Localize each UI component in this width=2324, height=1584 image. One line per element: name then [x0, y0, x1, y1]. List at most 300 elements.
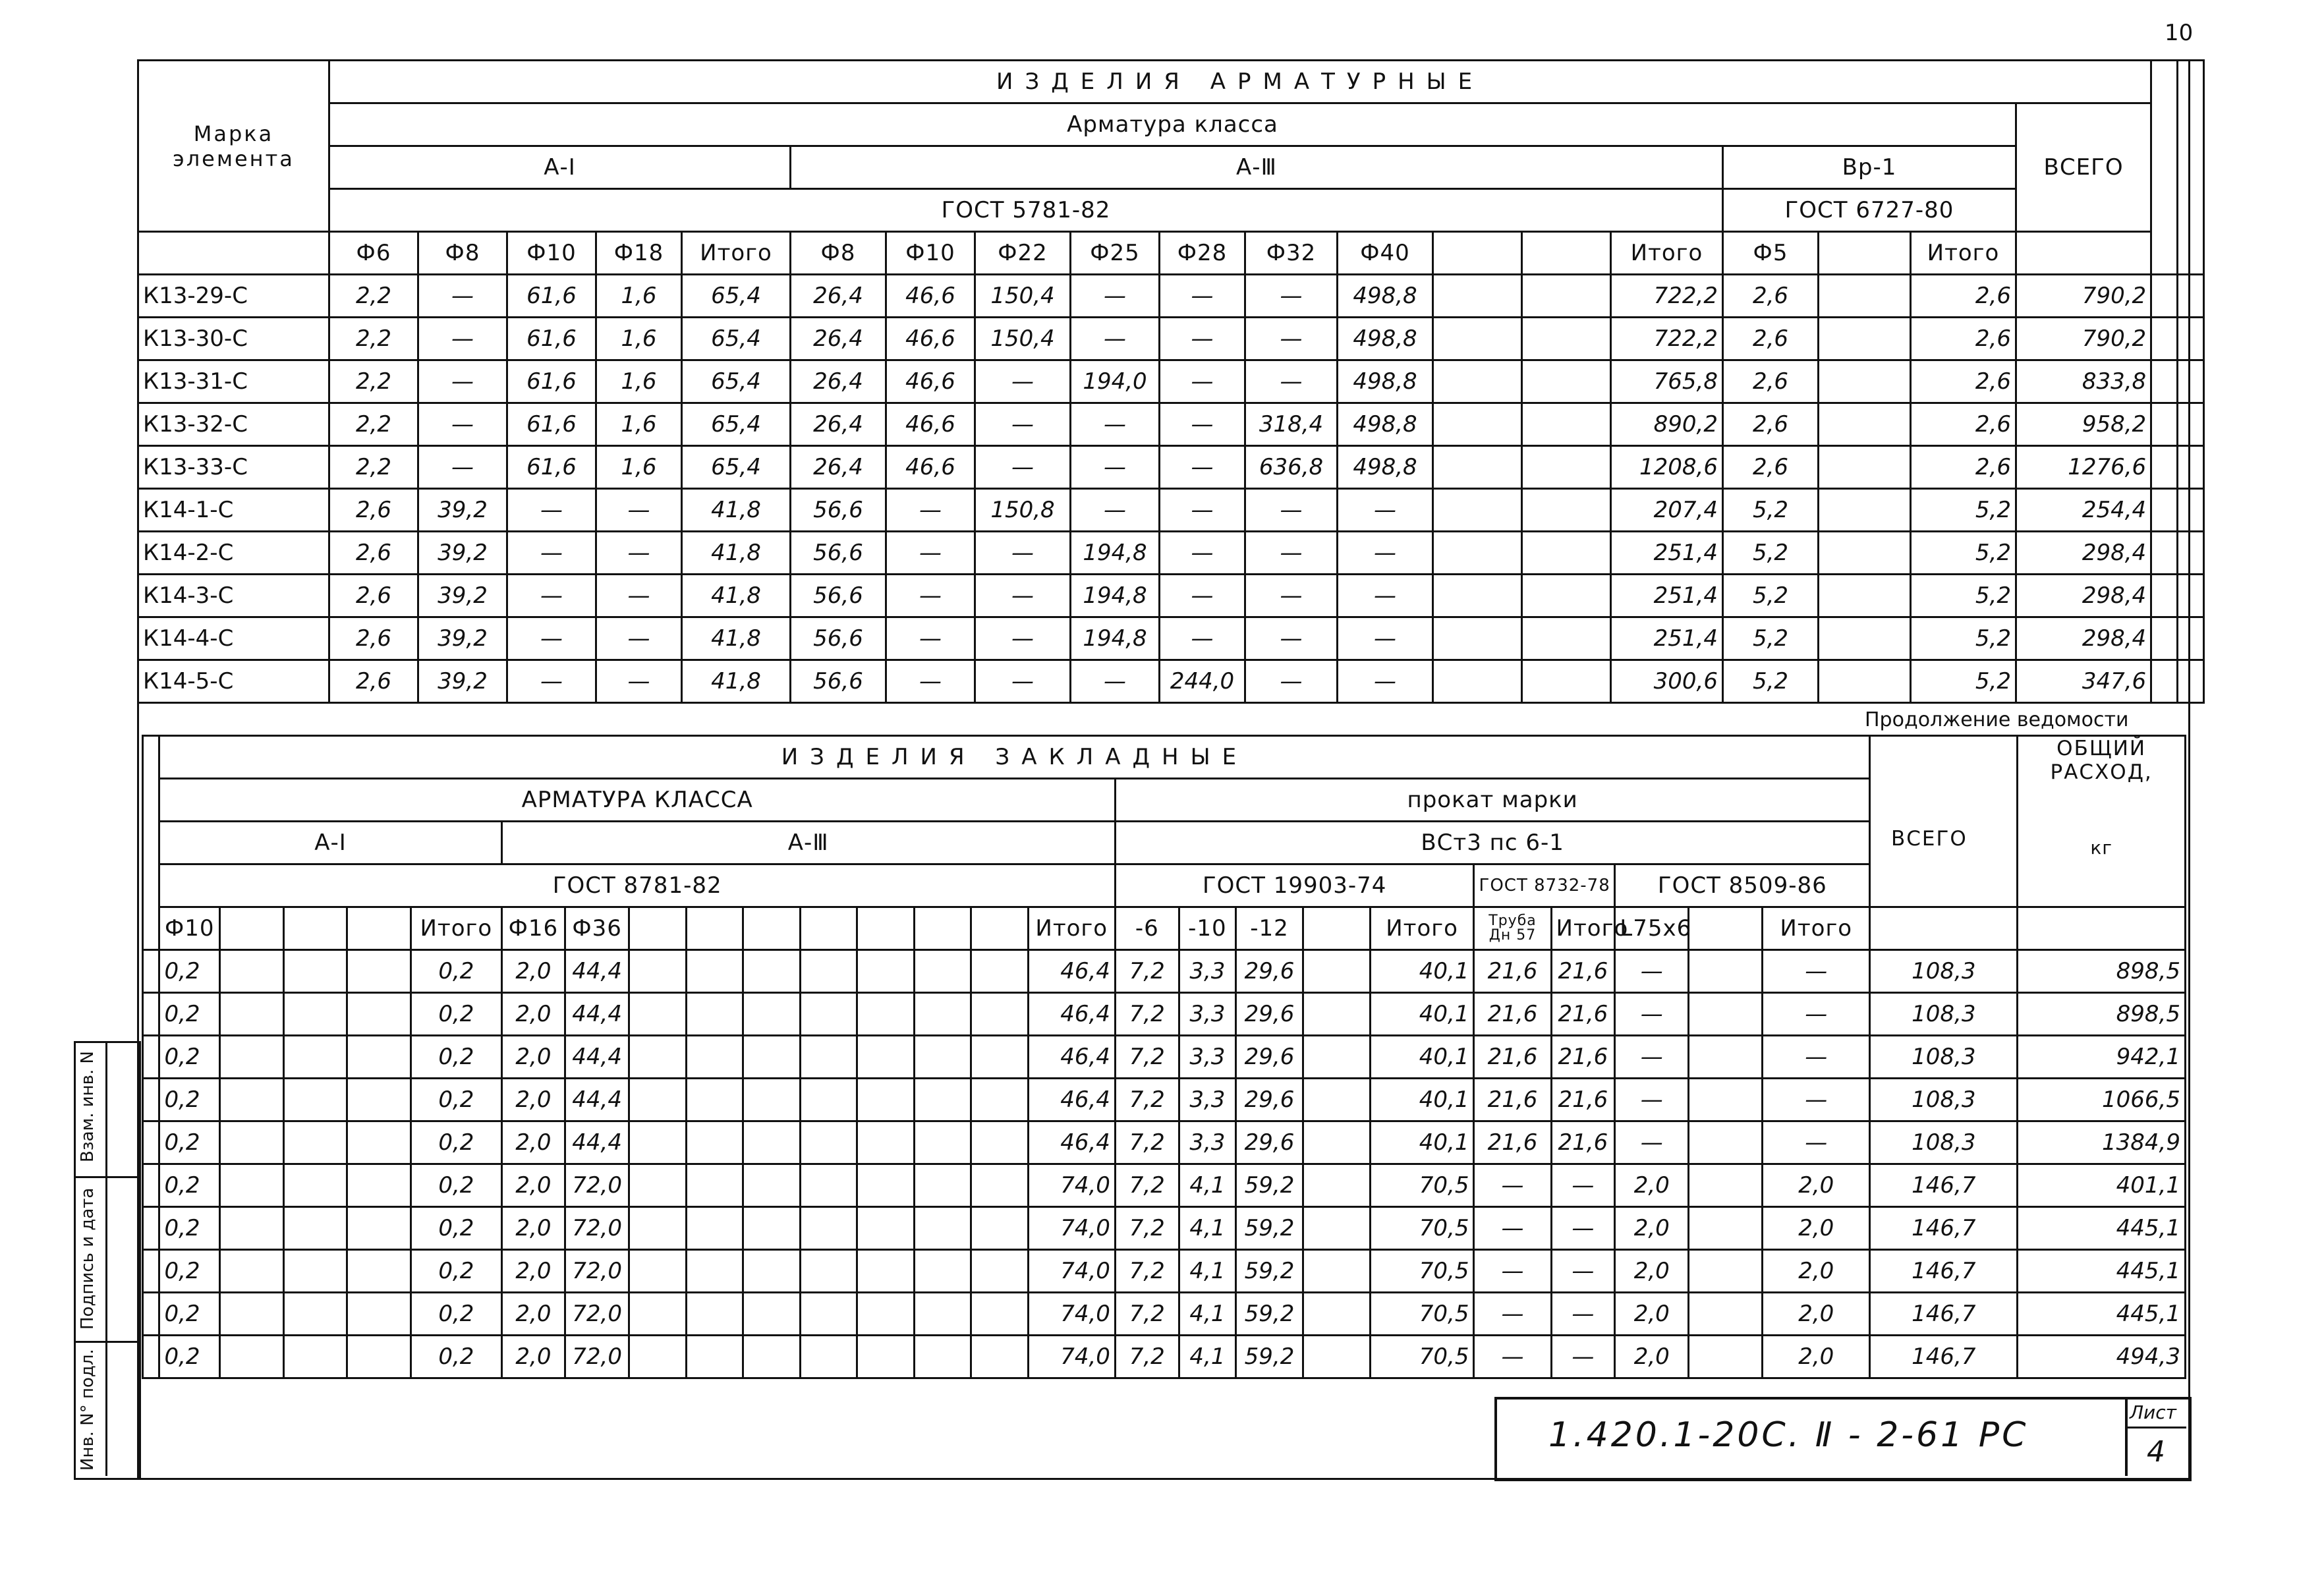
table-cell: 3,3 [1179, 993, 1236, 1036]
table-cell [629, 993, 686, 1036]
table-cell [857, 1207, 915, 1250]
table-cell: 150,4 [975, 275, 1071, 318]
table-cell [914, 1036, 971, 1079]
row-overall: 1066,5 [2018, 1079, 2186, 1121]
table-cell: 59,2 [1236, 1207, 1303, 1250]
table-cell: 4,1 [1179, 1207, 1236, 1250]
table-cell [1522, 360, 1611, 403]
table-row [143, 1121, 2186, 1164]
table-cell: 39,2 [418, 575, 507, 617]
table-cell: 44,4 [565, 1121, 629, 1164]
table-cell: 41,8 [682, 489, 791, 532]
col-header [1433, 232, 1522, 275]
table-cell: — [1763, 1079, 1870, 1121]
col-header: Ф16 [501, 907, 565, 950]
table-cell [914, 993, 971, 1036]
col-header: Ф8 [791, 232, 886, 275]
table-cell [1689, 1079, 1763, 1121]
table-row [143, 993, 2186, 1036]
table-cell: — [1615, 993, 1689, 1036]
table-row [143, 1036, 2186, 1079]
gost-6727: ГОСТ 6727-80 [1723, 189, 2016, 232]
table-cell: 44,4 [565, 950, 629, 993]
table-cell [914, 1079, 971, 1121]
col-header: Итого [1611, 232, 1723, 275]
margin-cell [2178, 360, 2204, 403]
col-header [686, 907, 743, 950]
margin-cell [2151, 489, 2178, 532]
table-cell [800, 1079, 857, 1121]
table-cell [1433, 403, 1522, 446]
col-header-spacer [1870, 907, 2018, 950]
table-cell: 44,4 [565, 993, 629, 1036]
table-cell: 61,6 [507, 275, 596, 318]
table-cell [1522, 532, 1611, 575]
table-cell [1303, 1036, 1370, 1079]
element-mark: К14-4-С [138, 617, 329, 660]
table-cell: — [1245, 318, 1338, 360]
col-header: Ф8 [418, 232, 507, 275]
row-total: 790,2 [2016, 275, 2151, 318]
table-cell: 5,2 [1723, 532, 1819, 575]
table-cell: 2,0 [1763, 1164, 1870, 1207]
table-cell: 29,6 [1236, 1121, 1303, 1164]
table-cell: 0,2 [159, 1336, 220, 1378]
col-header: -10 [1179, 907, 1236, 950]
table-cell: 4,1 [1179, 1293, 1236, 1336]
table-cell: 150,8 [975, 489, 1071, 532]
table-cell: — [886, 575, 975, 617]
table-cell: 7,2 [1115, 950, 1179, 993]
table-cell: 44,4 [565, 1036, 629, 1079]
row-overall: 445,1 [2018, 1207, 2186, 1250]
margin-cell [2151, 360, 2178, 403]
table-cell: 44,4 [565, 1079, 629, 1121]
table-cell: 40,1 [1370, 950, 1474, 993]
table-cell: 0,2 [159, 993, 220, 1036]
class-header: Арматура класса [329, 103, 2016, 146]
element-mark: К14-3-С [138, 575, 329, 617]
table-cell: 2,0 [501, 1121, 565, 1164]
table-cell [1689, 1250, 1763, 1293]
table-cell [1819, 275, 1911, 318]
table-cell: 2,6 [1723, 318, 1819, 360]
table-cell [857, 1036, 915, 1079]
table-cell: — [1615, 1121, 1689, 1164]
col-header: L75х6 [1615, 907, 1689, 950]
table-cell: 21,6 [1474, 993, 1551, 1036]
table-cell: 2,2 [329, 275, 418, 318]
table-cell: 40,1 [1370, 993, 1474, 1036]
table-cell: 722,2 [1611, 275, 1723, 318]
table-cell: 40,1 [1370, 1079, 1474, 1121]
col-header [800, 907, 857, 950]
table-cell [347, 1336, 411, 1378]
total-header: ВСЕГО [2016, 103, 2151, 232]
table-cell: 1,6 [596, 275, 682, 318]
table-cell [283, 1207, 347, 1250]
table-cell: — [1071, 446, 1160, 489]
table-cell: 74,0 [1028, 1293, 1115, 1336]
mark-col-spacer [138, 232, 329, 275]
table-cell: 21,6 [1551, 1121, 1615, 1164]
table-cell: 61,6 [507, 360, 596, 403]
table-cell: — [507, 489, 596, 532]
table-cell: 2,0 [501, 1079, 565, 1121]
table-cell: — [1160, 532, 1245, 575]
table-cell: — [975, 403, 1071, 446]
row-total: 146,7 [1870, 1207, 2018, 1250]
mark-header: Марка элемента [138, 61, 329, 232]
table-cell [914, 1164, 971, 1207]
table-cell: 2,6 [329, 532, 418, 575]
rolled-header: прокат марки [1115, 779, 1869, 822]
col-header: Ф18 [596, 232, 682, 275]
table-cell: — [1160, 617, 1245, 660]
left-strip [143, 1336, 159, 1378]
table-cell: 21,6 [1551, 993, 1615, 1036]
table-cell: 2,0 [501, 950, 565, 993]
table-cell: 1208,6 [1611, 446, 1723, 489]
table-cell: 498,8 [1338, 275, 1433, 318]
margin-cell [2178, 446, 2204, 489]
table-cell [857, 950, 915, 993]
table-cell [1689, 1036, 1763, 1079]
table-cell [1689, 1207, 1763, 1250]
table-cell: 39,2 [418, 489, 507, 532]
table-cell [971, 1250, 1029, 1293]
table-cell: 1,6 [596, 318, 682, 360]
table-cell: 41,8 [682, 532, 791, 575]
table-cell [857, 1336, 915, 1378]
table-cell: 2,6 [1911, 360, 2016, 403]
table-cell [914, 950, 971, 993]
table-cell [743, 1121, 801, 1164]
col-header: Итого [1028, 907, 1115, 950]
table-cell: 244,0 [1160, 660, 1245, 703]
margin-cell [2151, 660, 2178, 703]
left-strip [143, 1079, 159, 1121]
table-cell: — [975, 446, 1071, 489]
bottom-group-a1: А-I [159, 822, 501, 864]
table-cell: — [1071, 275, 1160, 318]
table-cell [220, 950, 284, 993]
table-cell [283, 1036, 347, 1079]
table-cell: 74,0 [1028, 1164, 1115, 1207]
top-title: ИЗДЕЛИЯ АРМАТУРНЫЕ [329, 61, 2151, 103]
table-cell [1689, 993, 1763, 1036]
table-cell: — [886, 489, 975, 532]
element-mark: К14-2-С [138, 532, 329, 575]
table-cell: 0,2 [159, 950, 220, 993]
table-cell: 0,2 [411, 1121, 501, 1164]
reinforcement-products-table [137, 59, 2205, 704]
margin-cell [2178, 403, 2204, 446]
continuation-note: Продолжение ведомости [1865, 708, 2129, 731]
row-total: 298,4 [2016, 532, 2151, 575]
table-cell: — [1071, 489, 1160, 532]
overall-label: ОБЩИЙ РАСХОД, [2050, 737, 2153, 784]
table-cell: — [1551, 1293, 1615, 1336]
sheet-box-div [2125, 1427, 2186, 1428]
table-cell: 29,6 [1236, 950, 1303, 993]
col-header [1689, 907, 1763, 950]
table-cell: — [1160, 360, 1245, 403]
table-cell: 2,0 [501, 1336, 565, 1378]
table-cell [800, 993, 857, 1036]
col-header-spacer [2016, 232, 2151, 275]
margin-cell [2151, 575, 2178, 617]
table-cell: — [1245, 275, 1338, 318]
table-cell [1522, 617, 1611, 660]
table-row [138, 403, 2204, 446]
bottom-class-header: АРМАТУРА КЛАССА [159, 779, 1115, 822]
table-cell: 4,1 [1179, 1164, 1236, 1207]
table-cell [1522, 275, 1611, 318]
table-cell: 498,8 [1338, 318, 1433, 360]
table-cell: 65,4 [682, 318, 791, 360]
table-cell: 70,5 [1370, 1336, 1474, 1378]
sheet-label: Лист [2130, 1401, 2176, 1423]
group-vr1: Вр-1 [1723, 146, 2016, 189]
table-cell [629, 1121, 686, 1164]
gost-8509: ГОСТ 8509-86 [1615, 864, 1870, 907]
table-cell [1522, 575, 1611, 617]
table-cell [347, 1164, 411, 1207]
table-cell: 2,0 [1763, 1293, 1870, 1336]
table-cell [283, 1293, 347, 1336]
table-cell [1433, 360, 1522, 403]
table-cell: 41,8 [682, 617, 791, 660]
row-total: 1276,6 [2016, 446, 2151, 489]
row-total: 958,2 [2016, 403, 2151, 446]
table-cell: 29,6 [1236, 993, 1303, 1036]
table-cell: — [1245, 489, 1338, 532]
table-cell [1819, 660, 1911, 703]
table-cell [857, 1164, 915, 1207]
table-cell [1819, 617, 1911, 660]
table-cell [743, 950, 801, 993]
table-cell: 74,0 [1028, 1207, 1115, 1250]
table-cell: — [1071, 660, 1160, 703]
table-cell: — [1551, 1250, 1615, 1293]
table-cell: 7,2 [1115, 1164, 1179, 1207]
gost-8781: ГОСТ 8781-82 [159, 864, 1115, 907]
row-overall: 898,5 [2018, 950, 2186, 993]
table-cell: 41,8 [682, 575, 791, 617]
table-cell: 2,0 [501, 993, 565, 1036]
table-cell: 498,8 [1338, 360, 1433, 403]
table-cell [347, 1121, 411, 1164]
table-cell [1303, 1293, 1370, 1336]
table-cell: 39,2 [418, 660, 507, 703]
table-cell [629, 1250, 686, 1293]
left-strip [143, 950, 159, 993]
left-strip [143, 1164, 159, 1207]
table-cell [686, 1121, 743, 1164]
table-cell [914, 1293, 971, 1336]
table-cell [1433, 446, 1522, 489]
steel-grade: ВСт3 пс 6-1 [1115, 822, 1869, 864]
table-cell [1689, 1164, 1763, 1207]
row-total: 347,6 [2016, 660, 2151, 703]
table-cell: 0,2 [411, 1207, 501, 1250]
table-cell: 2,6 [1911, 446, 2016, 489]
table-cell: 194,0 [1071, 360, 1160, 403]
table-cell: 2,2 [329, 318, 418, 360]
table-cell [1433, 532, 1522, 575]
table-cell: 0,2 [159, 1207, 220, 1250]
col-header: Ф28 [1160, 232, 1245, 275]
table-cell [347, 1207, 411, 1250]
table-cell: 46,4 [1028, 950, 1115, 993]
table-cell [686, 1036, 743, 1079]
table-cell: 5,2 [1723, 660, 1819, 703]
table-cell [1303, 993, 1370, 1036]
group-a1: А-I [329, 146, 791, 189]
table-cell: — [1245, 617, 1338, 660]
table-cell [971, 1207, 1029, 1250]
table-cell: — [1160, 275, 1245, 318]
table-cell [629, 1164, 686, 1207]
table-cell: — [1763, 1121, 1870, 1164]
table-cell: 498,8 [1338, 403, 1433, 446]
table-cell: — [1474, 1207, 1551, 1250]
col-header: -12 [1236, 907, 1303, 950]
table-cell: 21,6 [1551, 1079, 1615, 1121]
table-cell: 46,4 [1028, 1079, 1115, 1121]
margin-cell [2178, 489, 2204, 532]
table-cell [800, 1250, 857, 1293]
table-cell [220, 1336, 284, 1378]
table-cell: 56,6 [791, 532, 886, 575]
table-cell: 4,1 [1179, 1336, 1236, 1378]
table-cell: 21,6 [1551, 950, 1615, 993]
table-cell [283, 993, 347, 1036]
col-header [971, 907, 1029, 950]
table-cell [1303, 1250, 1370, 1293]
col-header: Ф36 [565, 907, 629, 950]
col-header: Ф22 [975, 232, 1071, 275]
table-cell: 2,0 [1615, 1293, 1689, 1336]
table-cell: 59,2 [1236, 1336, 1303, 1378]
table-cell: — [1160, 446, 1245, 489]
table-row [138, 532, 2204, 575]
margin-cell [2151, 318, 2178, 360]
table-cell: 765,8 [1611, 360, 1723, 403]
table-cell: 0,2 [159, 1164, 220, 1207]
table-cell: — [507, 575, 596, 617]
table-cell: 46,6 [886, 403, 975, 446]
row-total: 298,4 [2016, 575, 2151, 617]
table-cell: — [596, 532, 682, 575]
table-cell: 251,4 [1611, 575, 1723, 617]
margin-cell [2151, 61, 2178, 275]
table-cell [283, 1336, 347, 1378]
table-cell: 2,6 [329, 660, 418, 703]
table-cell: — [1245, 532, 1338, 575]
table-cell [1433, 575, 1522, 617]
table-cell [1819, 575, 1911, 617]
table-cell [1689, 950, 1763, 993]
gost-8732: ГОСТ 8732-78 [1474, 864, 1615, 907]
table-cell: — [1338, 489, 1433, 532]
table-cell: 5,2 [1723, 617, 1819, 660]
table-cell: — [1763, 1036, 1870, 1079]
row-overall: 898,5 [2018, 993, 2186, 1036]
table-cell: 722,2 [1611, 318, 1723, 360]
table-cell [743, 1207, 801, 1250]
table-cell: 70,5 [1370, 1207, 1474, 1250]
table-cell [1819, 489, 1911, 532]
table-cell: 498,8 [1338, 446, 1433, 489]
table-cell [1689, 1293, 1763, 1336]
table-row [143, 1250, 2186, 1293]
table-cell [220, 1079, 284, 1121]
table-cell: 59,2 [1236, 1164, 1303, 1207]
table-cell: 0,2 [411, 1036, 501, 1079]
table-cell: — [596, 617, 682, 660]
table-cell [800, 1293, 857, 1336]
element-mark: К13-32-С [138, 403, 329, 446]
table-cell [743, 1079, 801, 1121]
col-header: Ф6 [329, 232, 418, 275]
table-cell [1819, 403, 1911, 446]
col-header [1819, 232, 1911, 275]
table-cell [743, 1164, 801, 1207]
table-cell: 5,2 [1911, 617, 2016, 660]
table-cell: 1,6 [596, 446, 682, 489]
group-a3: А-Ⅲ [791, 146, 1723, 189]
table-cell: 3,3 [1179, 1079, 1236, 1121]
table-cell: — [1071, 318, 1160, 360]
row-total: 146,7 [1870, 1164, 2018, 1207]
table-cell [743, 1250, 801, 1293]
table-cell: 194,8 [1071, 575, 1160, 617]
row-total: 108,3 [1870, 993, 2018, 1036]
col-header: Ф32 [1245, 232, 1338, 275]
table-cell: 65,4 [682, 403, 791, 446]
table-cell: 5,2 [1911, 575, 2016, 617]
table-cell: — [1338, 575, 1433, 617]
table-row [138, 275, 2204, 318]
table-cell [686, 1293, 743, 1336]
col-header [283, 907, 347, 950]
element-mark: К13-31-С [138, 360, 329, 403]
table-cell [857, 1121, 915, 1164]
table-cell: 251,4 [1611, 617, 1723, 660]
col-header [743, 907, 801, 950]
table-cell [1303, 1164, 1370, 1207]
table-row [143, 1336, 2186, 1378]
table-cell: 2,0 [1615, 1250, 1689, 1293]
table-cell: — [975, 532, 1071, 575]
table-cell [283, 1250, 347, 1293]
embedded-products-table [142, 735, 2186, 1379]
table-cell [743, 993, 801, 1036]
table-cell: 2,6 [1911, 318, 2016, 360]
table-cell: 70,5 [1370, 1250, 1474, 1293]
table-cell [347, 1079, 411, 1121]
table-cell: 26,4 [791, 275, 886, 318]
table-cell: — [507, 660, 596, 703]
margin-cell [2178, 318, 2204, 360]
table-cell: 5,2 [1911, 532, 2016, 575]
col-header: Итого [1370, 907, 1474, 950]
side-label-signature: Подпись и дата [78, 1187, 98, 1330]
table-cell [857, 1293, 915, 1336]
table-cell [1433, 275, 1522, 318]
